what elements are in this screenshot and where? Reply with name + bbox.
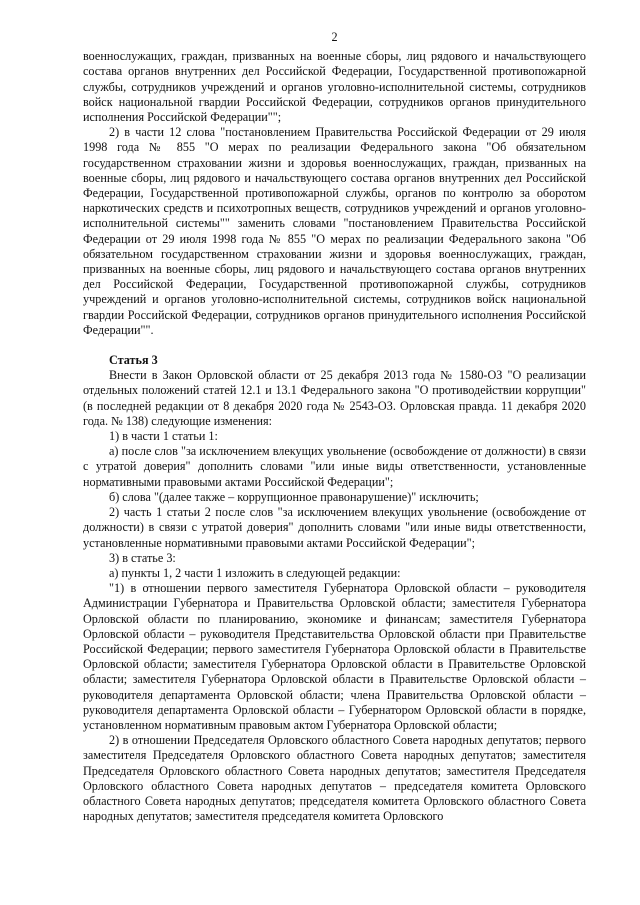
- paragraph-item-2: 2) часть 1 статьи 2 после слов "за исключением влекущих увольнение (освобождение от должности) в связи с утратой доверия" дополнить словами "или иные виды ответственности, установленные нормативными правовыми актами Российской Федерации";: [83, 505, 586, 550]
- paragraph-article-intro: Внести в Закон Орловской области от 25 декабря 2013 года № 1580-ОЗ "О реализации отдельных положений статей 12.1 и 13.1 Федерального закона "О противодействии коррупции" (в последней редакции от 8 декабря 2020 года № 2543-ОЗ. Орловская правда. 11 декабря 2020 года. № 138) следующие изменения:: [83, 368, 586, 428]
- paragraph-quoted-point-1: "1) в отношении первого заместителя Губернатора Орловской области – руководителя Администрации Губернатора и Правительства Орловской области; заместителя Губернатора Орловской области по планированию, экономике и финансам; заместителя Губернатора Орловской области – руководителя Представительства Орловской области при Правительстве Российской Федерации; первого заместителя Губернатора Орловской области в Правительстве Орловской области; заместителя Губернатора Орловской области в Правительстве Орловской области; заместителя Губернатора Орловской области в Правительстве Орловской области – руководителя департамента Орловской области; члена Правительства Орловской области – руководителя департамента Орловской области – Губернатором Орловской области в порядке, установленном нормативным правовым актом Губернатора Орловской области;: [83, 581, 586, 732]
- paragraph-item-3a: а) пункты 1, 2 части 1 изложить в следующей редакции:: [109, 565, 401, 580]
- paragraph-continuation: военнослужащих, граждан, призванных на военные сборы, лиц рядового и начальствующего состава органов внутренних дел Российской Федерации, Государственной противопожарной службы, сотрудников учреждений и органов уголовно-исполнительной системы, сотрудников войск национальной гвардии Российской Федерации, сотрудников органов принудительного исполнения Российской Федерации"";: [83, 49, 586, 125]
- paragraph-quoted-point-2: 2) в отношении Председателя Орловского областного Совета народных депутатов; первого заместителя Председателя Орловского областного Совета народных депутатов; заместителя Председателя Орловского областного Совета народных депутатов; заместителя Председателя Орловского областного Совета народных депутатов – председателя комитета Орловского областного Совета народных депутатов; председателя комитета Орловского областного Совета народных депутатов; заместителя председателя комитета Орловского: [83, 733, 586, 824]
- paragraph-item-1: 1) в части 1 статьи 1:: [109, 429, 218, 444]
- paragraph-item-1a: а) после слов "за исключением влекущих увольнение (освобождение от должности) в связи с утратой доверия" дополнить словами "или иные виды ответственности, установленные нормативными правовыми актами Российской Федерации";: [83, 444, 586, 489]
- article-heading: Статья 3: [109, 353, 158, 368]
- paragraph-item-1b: б) слова "(далее также – коррупционное правонарушение)" исключить;: [109, 489, 479, 504]
- paragraph-item-3: 3) в статье 3:: [109, 550, 176, 565]
- document-page: [83, 30, 586, 824]
- page-number: 2: [331, 30, 338, 44]
- paragraph-item-2-part-12: 2) в части 12 слова "постановлением Правительства Российской Федерации от 29 июля 1998 года № 855 "О мерах по реализации Федерального закона "Об обязательном государственном страховании жизни и здоровья военнослужащих, граждан, призванных на военные сборы, лиц рядового и начальствующего состава органов внутренних дел Российской Федерации, Государственной противопожарной службы, органов по контролю за оборотом наркотических средств и психотропных веществ, сотрудников учреждений и органов уголовно-исполнительной системы"" заменить словами "постановлением Правительства Российской Федерации от 29 июля 1998 года № 855 "О мерах по реализации Федерального закона "Об обязательном государственном страховании жизни и здоровья военнослужащих, граждан, призванных на военные сборы, лиц рядового и начальствующего состава органов внутренних дел Российской Федерации, Государственной противопожарной службы, сотрудников учреждений и органов уголовно-исполнительной системы, сотрудников войск национальной гвардии Российской Федерации, сотрудников органов принудительного исполнения Российской Федерации"".: [83, 125, 586, 337]
